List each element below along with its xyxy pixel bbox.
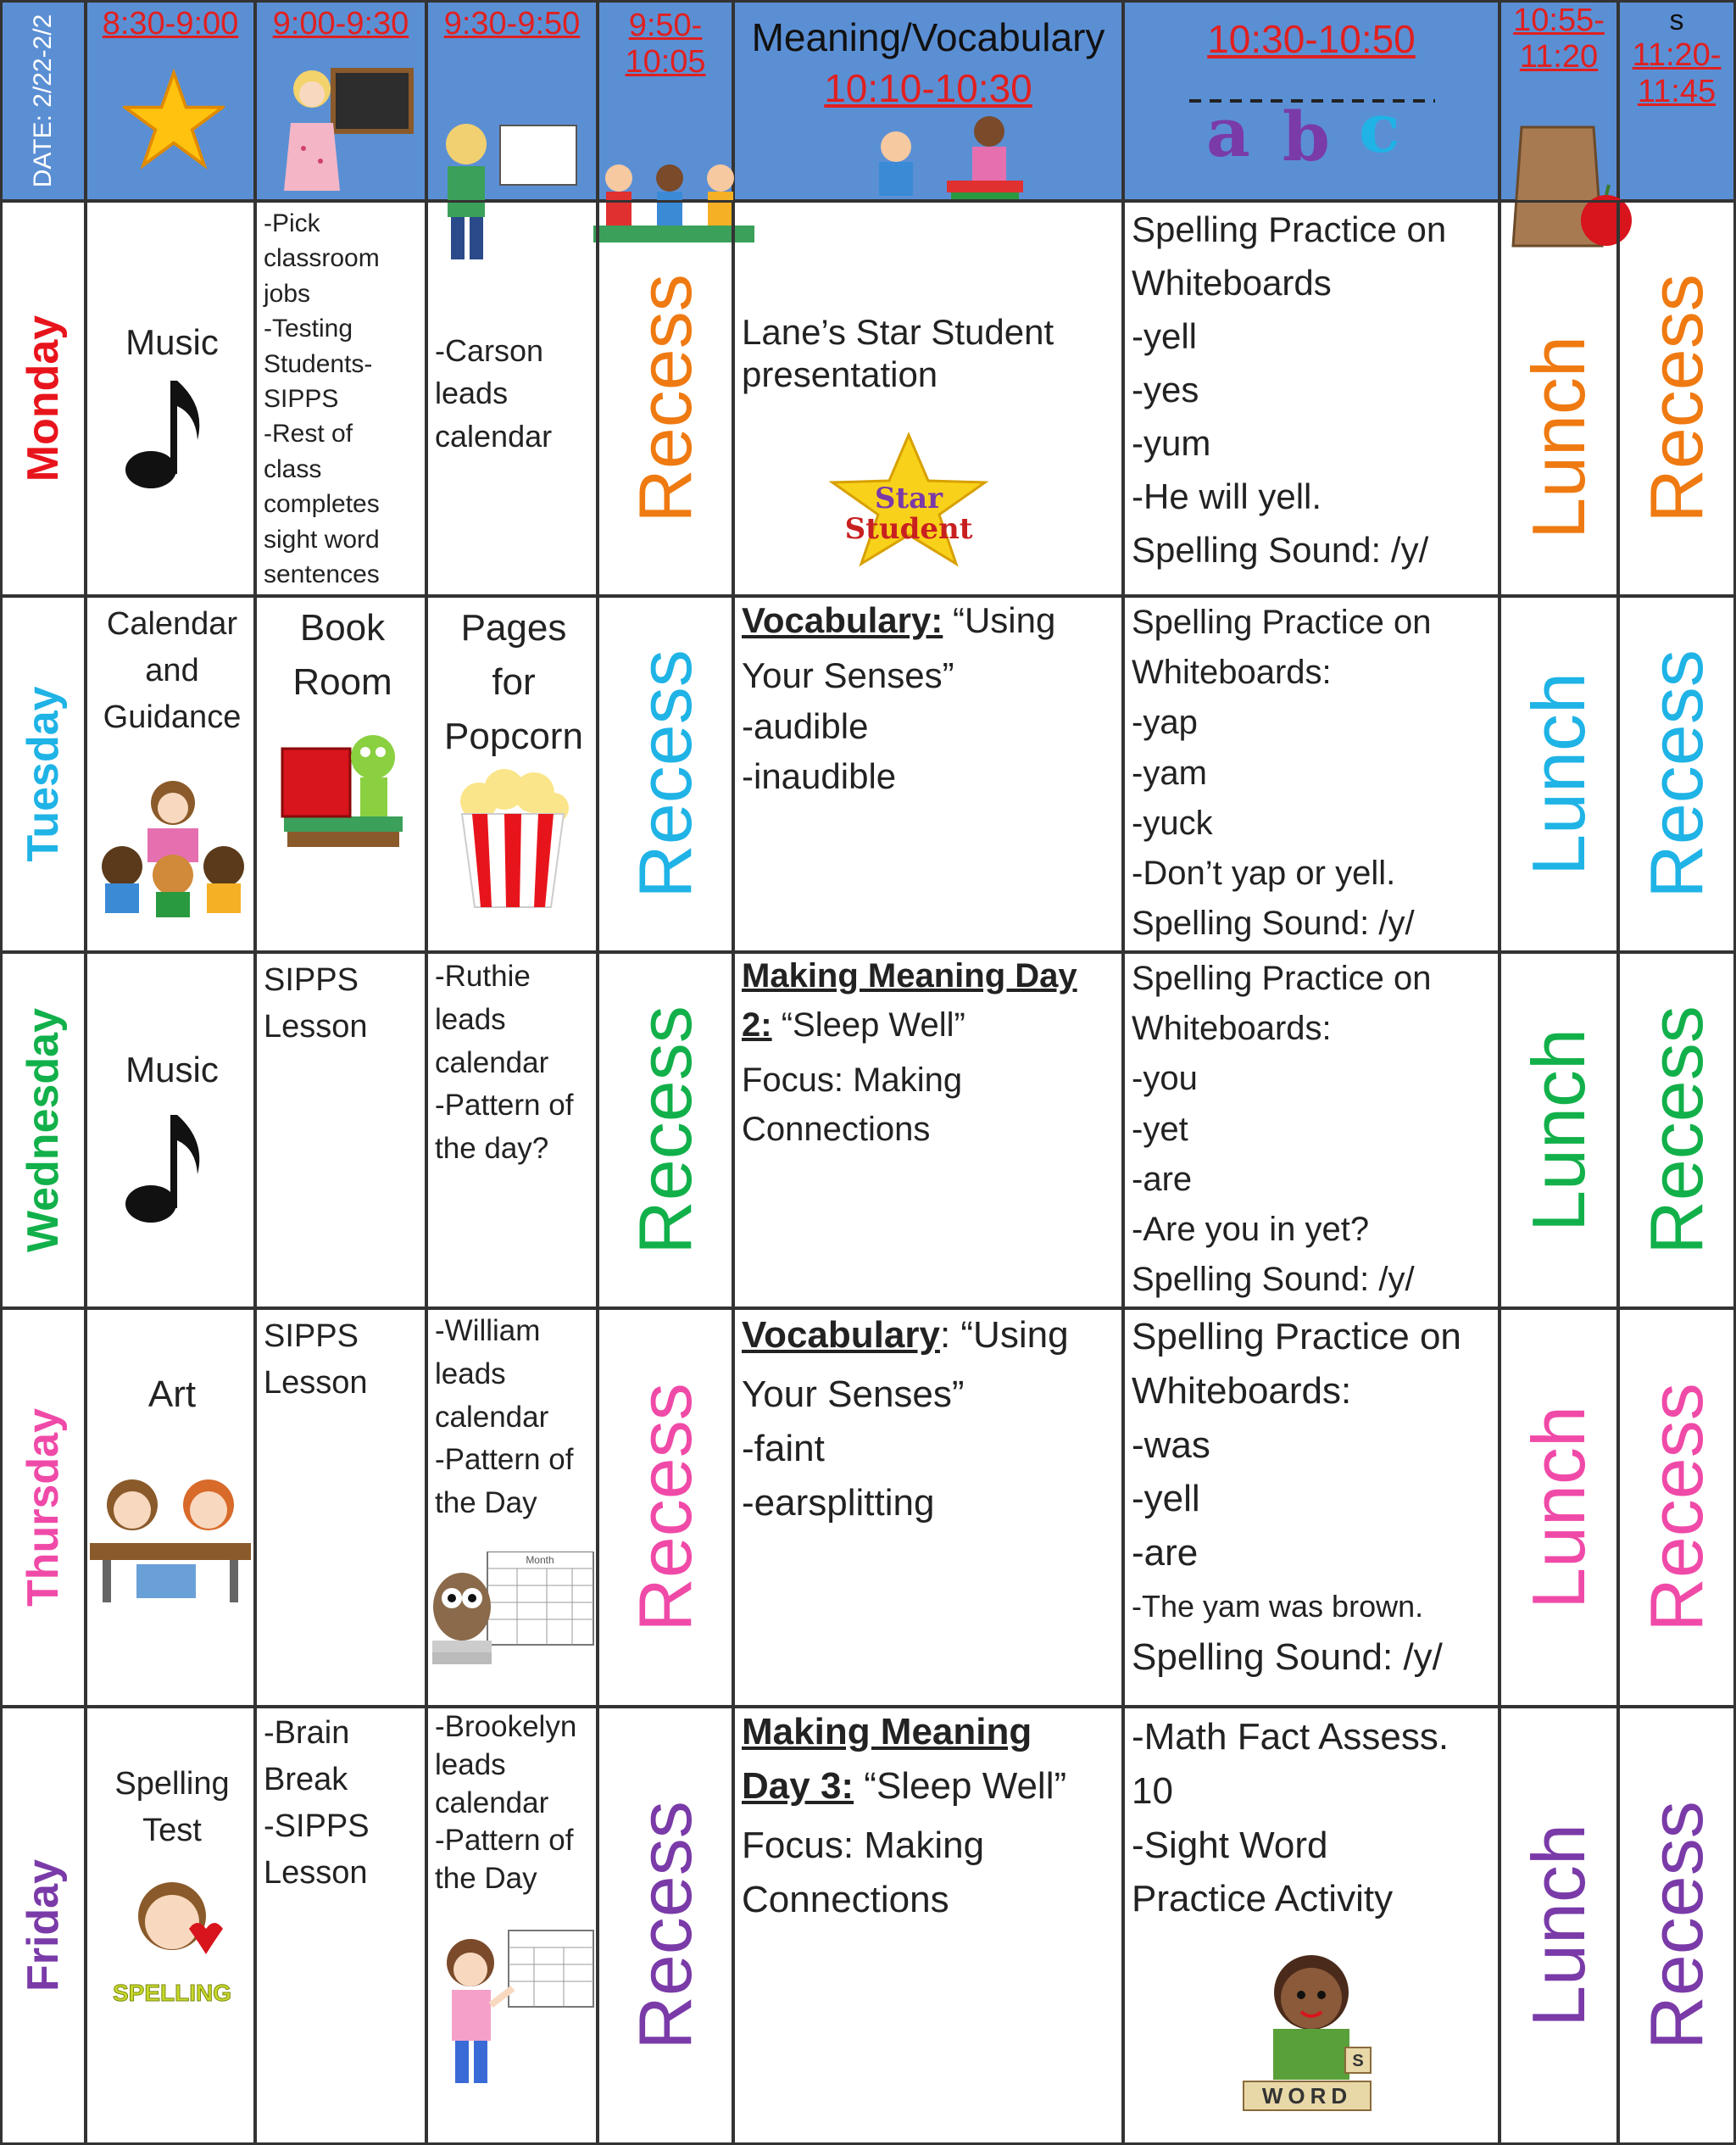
monday-col2 bbox=[254, 200, 427, 597]
header-date-cell bbox=[0, 0, 86, 202]
tuesday-col4 bbox=[597, 595, 734, 953]
word-tiles-text: WORD bbox=[1261, 2083, 1353, 2109]
music-note-icon bbox=[121, 1106, 214, 1225]
friday-col8 bbox=[1617, 1706, 1736, 2145]
wednesday-col5-text: Focus: Making Connections bbox=[742, 1061, 963, 1148]
tuesday-col1 bbox=[85, 595, 256, 953]
monday-col6-text: Spelling Practice on Whiteboards -yell -yes -yum -He will yell. Spelling Sound: /y/ bbox=[1132, 209, 1447, 570]
wednesday-col1-text: Music bbox=[125, 1050, 219, 1089]
wednesday-col3-text: -Ruthie leads calendar -Pattern of the day? bbox=[435, 960, 574, 1165]
svg-text:a: a bbox=[1206, 92, 1250, 172]
owl-calendar-icon bbox=[428, 1552, 598, 1687]
wednesday-col7 bbox=[1499, 951, 1619, 1309]
tuesday-col5-text: Your Senses” -audible -inaudible bbox=[742, 655, 954, 797]
thursday-col7 bbox=[1499, 1307, 1619, 1708]
friday-col4 bbox=[597, 1706, 734, 2145]
monday-col5-text: Lane’s Star Student presentation bbox=[742, 312, 1054, 395]
monday-label: Monday bbox=[19, 315, 68, 482]
friday-col5 bbox=[732, 1706, 1124, 2145]
wednesday-lunch: Lunch bbox=[1516, 1028, 1600, 1232]
thursday-col2-text: SIPPS Lesson bbox=[264, 1318, 368, 1401]
monday-col4 bbox=[597, 200, 734, 597]
wednesday-col6 bbox=[1122, 951, 1500, 1309]
col5-title: Meaning/Vocabulary bbox=[751, 15, 1105, 59]
monday-col1 bbox=[85, 200, 256, 597]
tuesday-col2 bbox=[254, 595, 427, 953]
header-col1 bbox=[85, 0, 256, 202]
tuesday-col3-text: Pages for Popcorn bbox=[444, 607, 583, 757]
header-col5 bbox=[732, 0, 1124, 202]
friday-col5-heading2-rest: “Sleep Well” bbox=[854, 1765, 1067, 1807]
tuesday-day-cell bbox=[0, 595, 86, 953]
friday-col5-head2-line bbox=[742, 1764, 1118, 1809]
thursday-col8 bbox=[1617, 1307, 1736, 1708]
kids-reading-icon bbox=[845, 113, 1040, 202]
friday-col6-text: -Math Fact Assess. 10 -Sight Word Practice Activity bbox=[1132, 1716, 1449, 1920]
thursday-col6-text-c: Spelling Sound: /y/ bbox=[1132, 1636, 1443, 1678]
tuesday-col5-heading: Vocabulary: bbox=[742, 600, 943, 640]
monday-lunch: Lunch bbox=[1516, 336, 1600, 540]
wednesday-col3 bbox=[426, 951, 598, 1309]
friday-col1 bbox=[85, 1706, 256, 2145]
star-student-icon bbox=[824, 432, 993, 567]
thursday-col6 bbox=[1122, 1307, 1500, 1708]
friday-col7 bbox=[1499, 1706, 1619, 2145]
friday-col5-heading: Making Meaning bbox=[742, 1711, 1032, 1752]
monday-col6 bbox=[1122, 200, 1500, 597]
tuesday-col8 bbox=[1617, 595, 1736, 953]
friday-day-cell bbox=[0, 1706, 86, 2145]
time-col3: 9:30-9:50 bbox=[443, 6, 581, 42]
alphabet-letters-icon bbox=[1189, 84, 1435, 177]
star-text-1: Star bbox=[874, 482, 943, 515]
wednesday-day-cell bbox=[0, 951, 86, 1309]
time-col6: 10:30-10:50 bbox=[1207, 17, 1416, 61]
time-col1: 8:30-9:00 bbox=[102, 6, 239, 42]
tuesday-col6 bbox=[1122, 595, 1500, 953]
calendar-title-text: Month bbox=[526, 1554, 554, 1566]
thursday-col1 bbox=[85, 1307, 256, 1708]
thursday-col5-heading-rest: : “Using bbox=[939, 1314, 1069, 1356]
thursday-col5 bbox=[732, 1307, 1124, 1708]
friday-col2 bbox=[254, 1706, 427, 2145]
music-note-icon bbox=[121, 372, 214, 491]
teacher-calendar-pointing-icon bbox=[428, 1929, 598, 2090]
wednesday-col4 bbox=[597, 951, 734, 1309]
monday-col1-text: Music bbox=[125, 322, 219, 362]
tuesday-col6-text: Spelling Practice on Whiteboards: -yap -yam -yuck -Don’t yap or yell. Spelling Sound: /y/ bbox=[1132, 604, 1432, 943]
thursday-col6-text-b: -The yam was brown. bbox=[1132, 1589, 1424, 1624]
col8-title: s bbox=[1669, 4, 1684, 36]
friday-col6 bbox=[1122, 1706, 1500, 2145]
monday-col3 bbox=[426, 200, 598, 597]
thursday-recess2: Recess bbox=[1634, 1383, 1718, 1632]
teacher-kids-circle-icon bbox=[92, 769, 253, 922]
friday-col2-text: -Brain Break -SIPPS Lesson bbox=[264, 1715, 370, 1892]
word-tiles-kid-icon bbox=[1227, 1946, 1396, 2124]
friday-label: Friday bbox=[19, 1858, 68, 1992]
monday-recess2: Recess bbox=[1634, 274, 1718, 523]
wednesday-recess1: Recess bbox=[623, 1006, 707, 1255]
wednesday-col5 bbox=[732, 951, 1124, 1309]
wednesday-col8 bbox=[1617, 951, 1736, 1309]
friday-recess2: Recess bbox=[1634, 1801, 1718, 2050]
monday-col8 bbox=[1617, 200, 1736, 597]
thursday-col1-text: Art bbox=[147, 1373, 197, 1415]
thursday-recess1: Recess bbox=[623, 1383, 707, 1632]
wednesday-label: Wednesday bbox=[19, 1007, 68, 1253]
thursday-col3 bbox=[426, 1307, 598, 1708]
thursday-day-cell bbox=[0, 1307, 86, 1708]
svg-text:b: b bbox=[1283, 97, 1330, 176]
thursday-label: Thursday bbox=[19, 1407, 68, 1607]
tuesday-col5-head-line bbox=[742, 599, 1118, 642]
monday-day-cell bbox=[0, 200, 86, 597]
monday-col7 bbox=[1499, 200, 1619, 597]
thursday-lunch: Lunch bbox=[1516, 1406, 1600, 1609]
friday-col5-heading2: Day 3: bbox=[742, 1765, 854, 1807]
friday-col5-text: Focus: Making Connections bbox=[742, 1825, 985, 1920]
thursday-col5-text: Your Senses” -faint -earsplitting bbox=[742, 1373, 965, 1524]
tuesday-lunch: Lunch bbox=[1516, 672, 1600, 876]
kids-art-table-icon bbox=[86, 1462, 255, 1607]
wednesday-col1 bbox=[85, 951, 256, 1309]
svg-text:S: S bbox=[1352, 2052, 1364, 2070]
tuesday-col5 bbox=[732, 595, 1124, 953]
wednesday-col2 bbox=[254, 951, 427, 1309]
header-date: DATE: 2/22-2/2 bbox=[29, 14, 57, 188]
monday-col2-text: -Pick classroom jobs -Testing Students- SIPPS -Rest of class completes sight word sentences bbox=[264, 209, 380, 588]
star-text-2: Student bbox=[844, 512, 973, 546]
friday-col3-text: -Brookelyn leads calendar -Pattern of the Day bbox=[435, 1710, 577, 1896]
header-col6 bbox=[1122, 0, 1500, 202]
bookworm-icon bbox=[275, 698, 411, 859]
star-icon bbox=[123, 69, 225, 170]
wednesday-recess2: Recess bbox=[1634, 1006, 1718, 1255]
tuesday-label: Tuesday bbox=[19, 686, 68, 862]
thursday-col5-heading: Vocabulary bbox=[742, 1314, 940, 1356]
svg-text:c: c bbox=[1359, 88, 1400, 168]
wednesday-col2-text: SIPPS Lesson bbox=[264, 962, 368, 1045]
monday-col3-text: -Carson leads calendar bbox=[435, 333, 553, 454]
tuesday-col2-text: Book Room bbox=[292, 607, 392, 703]
tuesday-recess2: Recess bbox=[1634, 649, 1718, 899]
thursday-col3-text: -William leads calendar -Pattern of the Day bbox=[435, 1314, 574, 1519]
thursday-col5-head-line bbox=[742, 1313, 1118, 1358]
spelling-kid-icon bbox=[96, 1869, 248, 2014]
time-col5: 10:10-10:30 bbox=[824, 66, 1032, 110]
friday-lunch: Lunch bbox=[1516, 1824, 1600, 2027]
thursday-col4 bbox=[597, 1307, 734, 1708]
tuesday-col1-text: Calendar and Guidance bbox=[103, 606, 242, 736]
tuesday-col5-heading-rest: “Using bbox=[943, 600, 1056, 640]
friday-col1-text: Spelling Test bbox=[114, 1766, 230, 1849]
wednesday-col5-heading2-rest: “Sleep Well” bbox=[771, 1006, 965, 1044]
tuesday-recess1: Recess bbox=[623, 649, 707, 899]
thursday-col2 bbox=[254, 1307, 427, 1708]
teacher-chalkboard-icon bbox=[274, 64, 418, 199]
time-col8: 11:20- 11:45 bbox=[1632, 37, 1722, 109]
thursday-col6-text-a: Spelling Practice on Whiteboards: -was -yell -are bbox=[1132, 1316, 1461, 1574]
friday-col3 bbox=[426, 1706, 598, 2145]
time-col4: 9:50- 10:05 bbox=[625, 8, 706, 80]
popcorn-icon bbox=[453, 767, 572, 911]
monday-col5 bbox=[732, 200, 1124, 597]
wednesday-col5-heading: Making Meaning Day bbox=[742, 957, 1077, 994]
monday-recess1: Recess bbox=[623, 274, 707, 523]
header-col2 bbox=[254, 0, 427, 202]
tuesday-col7 bbox=[1499, 595, 1619, 953]
wednesday-col5-heading2: 2: bbox=[742, 1006, 772, 1044]
spelling-banner-text: SPELLING bbox=[112, 1980, 232, 2006]
friday-recess1: Recess bbox=[623, 1801, 707, 2050]
wednesday-col6-text: Spelling Practice on Whiteboards: -you -yet -are -Are you in yet? Spelling Sound: /y/ bbox=[1132, 960, 1432, 1299]
time-col2: 9:00-9:30 bbox=[272, 6, 409, 42]
tuesday-col3 bbox=[426, 595, 598, 953]
time-col7: 10:55- 11:20 bbox=[1513, 3, 1605, 75]
wednesday-col5-head2-line bbox=[742, 1005, 1118, 1045]
